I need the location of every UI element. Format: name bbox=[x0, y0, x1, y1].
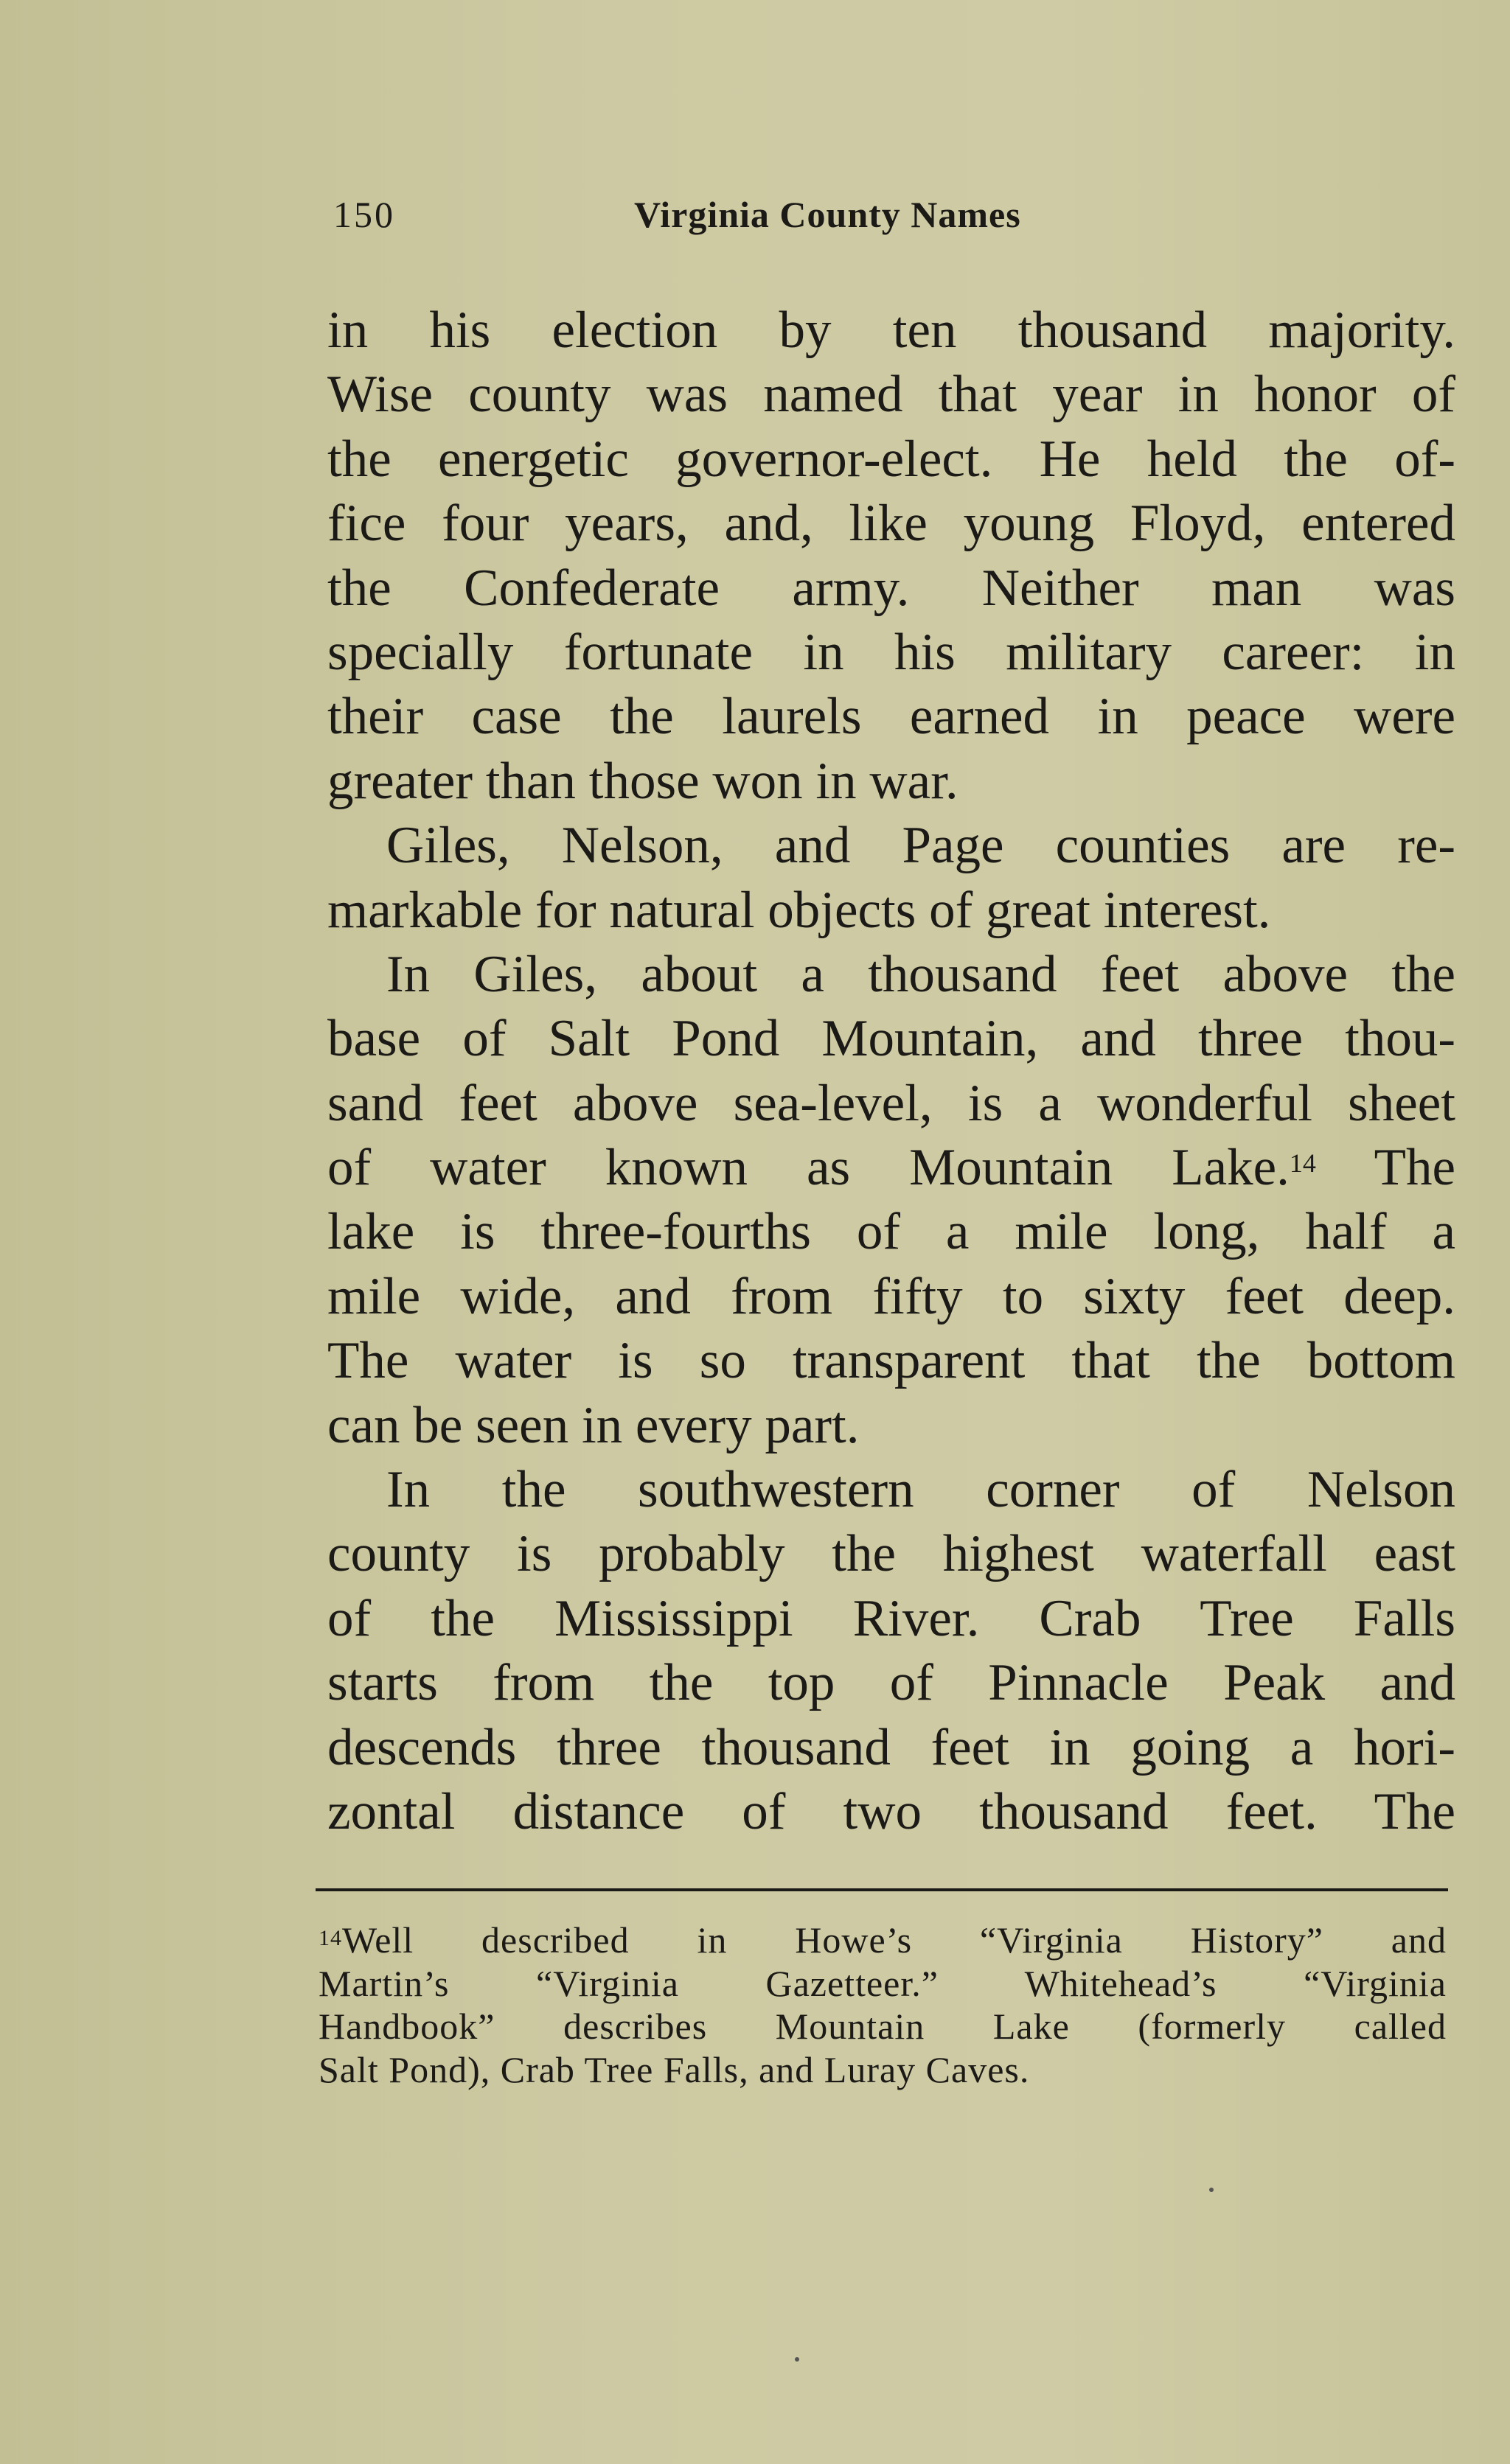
text-line: mile wide, and from fifty to sixty feet deep. bbox=[327, 1267, 1455, 1325]
text-line: county is probably the highest waterfall east bbox=[327, 1525, 1455, 1583]
page-speck bbox=[795, 2357, 799, 2362]
footnote-line: Handbook” describes Mountain Lake (formerly called bbox=[319, 2006, 1447, 2047]
footnote-reference: 14 bbox=[1289, 1148, 1316, 1179]
text-line: can be seen in every part. bbox=[327, 1396, 860, 1454]
text-line: specially fortunate in his military career: in bbox=[327, 623, 1455, 681]
text-line: in his election by ten thousand majority. bbox=[327, 301, 1455, 359]
running-title: Virginia County Names bbox=[634, 194, 1021, 235]
text-line: the Confederate army. Neither man was bbox=[327, 559, 1455, 617]
text-line: In Giles, about a thousand feet above the bbox=[386, 945, 1455, 1003]
text-line: fice four years, and, like young Floyd, entered bbox=[327, 495, 1455, 553]
text-line: sand feet above sea-level, is a wonderful sheet bbox=[327, 1074, 1455, 1132]
text-line: The water is so transparent that the bottom bbox=[327, 1332, 1455, 1390]
body-text bbox=[327, 299, 1455, 1844]
page-header bbox=[333, 193, 1159, 245]
text-line: markable for natural objects of great interest. bbox=[327, 881, 1271, 939]
text-fragment: of water known as Mountain Lake. bbox=[327, 1139, 1290, 1197]
text-line: the energetic governor-elect. He held the of- bbox=[327, 430, 1455, 488]
page-speck bbox=[1209, 2188, 1214, 2192]
text-line: Wise county was named that year in honor of bbox=[327, 366, 1455, 424]
footnote-line: Salt Pond), Crab Tree Falls, and Luray Caves. bbox=[319, 2048, 1030, 2090]
text-line: lake is three-fourths of a mile long, half a bbox=[327, 1203, 1455, 1261]
text-line: descends three thousand feet in going a hori- bbox=[327, 1718, 1455, 1776]
footnote bbox=[319, 1919, 1447, 2091]
text-line: zontal distance of two thousand feet. The bbox=[327, 1782, 1455, 1840]
footnote-line bbox=[319, 1919, 1447, 1962]
text-line: starts from the top of Pinnacle Peak and bbox=[327, 1654, 1455, 1712]
text-line: Giles, Nelson, and Page counties are re- bbox=[386, 817, 1455, 875]
text-line-with-footnote-ref bbox=[327, 1136, 1455, 1200]
text-line: base of Salt Pond Mountain, and three thou- bbox=[327, 1010, 1455, 1068]
footnote-text: Well described in Howe’s “Virginia History” and bbox=[342, 1919, 1447, 1961]
footnote-divider bbox=[316, 1888, 1448, 1891]
text-line: their case the laurels earned in peace were bbox=[327, 688, 1455, 746]
text-fragment: The bbox=[1374, 1139, 1455, 1197]
text-line: of the Mississippi River. Crab Tree Falls bbox=[327, 1589, 1455, 1647]
footnote-line: Martin’s “Virginia Gazetteer.” Whitehead’s “Virginia bbox=[319, 1962, 1447, 2004]
footnote-marker: 14 bbox=[319, 1926, 342, 1950]
page-number: 150 bbox=[333, 194, 395, 235]
text-line: greater than those won in war. bbox=[327, 752, 958, 810]
text-line: In the southwestern corner of Nelson bbox=[386, 1461, 1455, 1519]
